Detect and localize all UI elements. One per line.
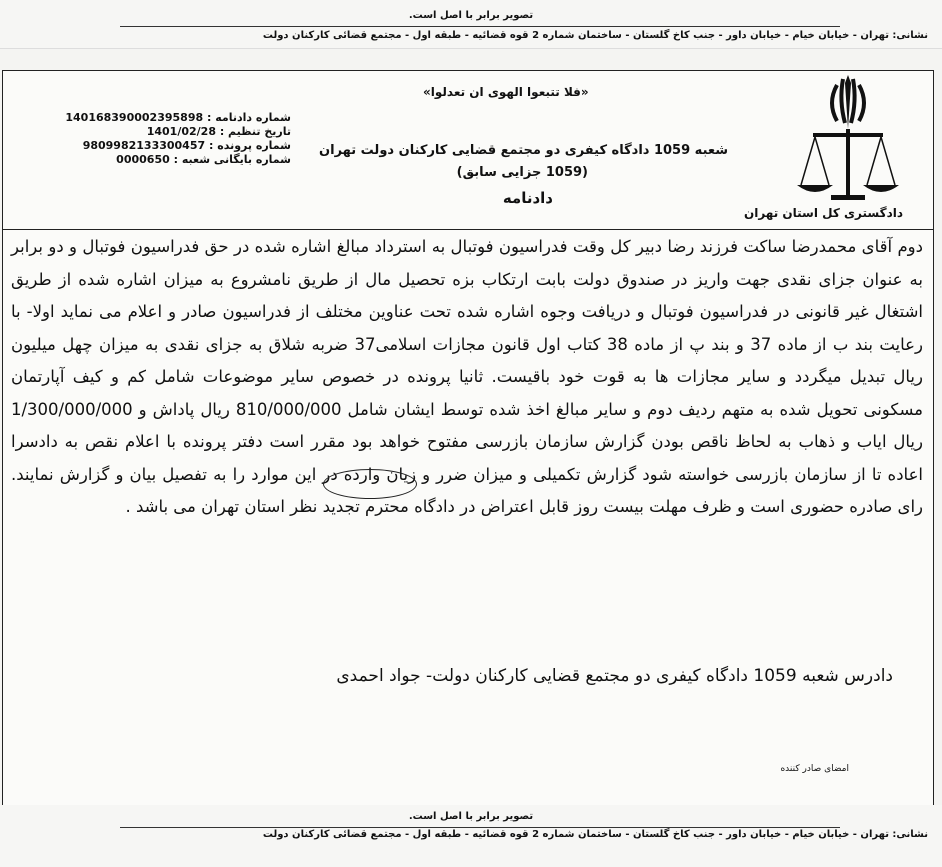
stamp-address: نشانی: تهران - خیابان خیام - خیابان داور - جنب کاخ گلستان - ساختمان شماره 2 قوه قضائیه - طبقه اول - مجتمع قضائی کارکنان دولت: [262, 829, 928, 840]
meta-row-verdict-number: [65, 111, 291, 125]
certified-copy-text: تصویر برابر با اصل است.: [408, 811, 534, 822]
issuer-signature-label: امضای صادر کننده: [780, 764, 849, 774]
meta-label: شماره بایگانی شعبه :: [173, 153, 291, 166]
meta-value: 1401/02/28: [146, 125, 216, 138]
meta-row-date: [101, 125, 291, 139]
bottom-certification-stamp: [0, 805, 942, 867]
certified-copy-text: تصویر برابر با اصل است.: [408, 10, 534, 21]
stamp-divider: [120, 26, 840, 27]
header-divider: [3, 229, 933, 230]
document-title: دادنامه: [502, 189, 553, 207]
quran-verse: «فلا تتبعوا الهوی ان تعدلوا»: [423, 85, 589, 99]
judge-signature-line: دادرس شعبه 1059 دادگاه کیفری دو مجتمع قضایی کارکنان دولت- جواد احمدی: [336, 666, 893, 686]
scales-emblem-icon: [793, 73, 903, 205]
stamp-address: نشانی: تهران - خیابان خیام - خیابان داور - جنب کاخ گلستان - ساختمان شماره 2 قوه قضائیه - طبقه اول - مجتمع قضائی کارکنان دولت: [262, 30, 928, 41]
case-metadata: [65, 111, 291, 167]
judiciary-emblem: [763, 73, 923, 223]
meta-value: 0000650: [116, 153, 170, 166]
meta-row-case-number: [82, 139, 291, 153]
meta-row-archive-number: [101, 153, 291, 167]
meta-label: تاریخ تنظیم :: [219, 125, 291, 138]
top-certification-stamp: [0, 0, 942, 49]
branch-previous-name: (1059 جزایی سابق): [456, 165, 588, 180]
meta-label: شماره دادنامه :: [206, 111, 291, 124]
handwritten-circle-mark: [323, 469, 417, 499]
branch-name: شعبه 1059 دادگاه کیفری دو مجتمع قضایی کارکنان دولت تهران: [319, 143, 728, 158]
meta-value: 140168390002395898: [65, 111, 204, 124]
verdict-document: [2, 70, 934, 807]
meta-value: 9809982133300457: [82, 139, 206, 152]
stamp-divider: [120, 827, 840, 828]
verdict-body-text: دوم آقای محمدرضا ساکت فرزند رضا دبیر کل وقت فدراسیون فوتبال به استرداد مبالغ اشاره شده در حق فدراسیون فوتبال و دو برابر به عنوان جزای نقدی جهت واریز در صندوق دولت بابت ارتکاب بزه تحصیل مال از طریق نامشروع به میزان اشاره شده از طریق اشتغال غیر قانونی در فدراسیون فوتبال و دریافت وجوه اشاره شده تحت عناوین مختلف از فدراسیون صادر و اعلام می نماید اولا- با رعایت بند ب از ماده 37 و بند پ از ماده 38 کتاب اول قانون مجازات اسلامی37 ضربه شلاق به جزای نقدی به میزان چهل میلیون ریال تبدیل میگردد و سایر مجازات ها به قوت خود باقیست. ثانیا پرونده در خصوص سایر موضوعات شامل کم و کیف آپارتمان مسکونی تحویل شده به متهم ردیف دوم و سایر مبالغ اخذ شده توسط ایشان شامل 810/000/000 ریال پاداش و 1/300/000/000 ریال ایاب و ذهاب به لحاظ ناقص بودن گزارش سازمان بازرسی مفتوح خواهد بود مقرر است دفتر پرونده با اعلام نقص به دادسرا اعاده تا از سازمان بازرسی خواسته شود گزارش تکمیلی و میزان ضرر و زیان وارده در این موارد را به تفصیل بیان و گزارش نمایند. رای صادره حضوری است و ظرف مهلت بیست روز قابل اعتراض در دادگاه محترم تجدید نظر استان تهران می باشد .: [11, 237, 924, 516]
meta-label: شماره پرونده :: [209, 139, 291, 152]
court-name: دادگستری کل استان تهران: [743, 206, 903, 220]
